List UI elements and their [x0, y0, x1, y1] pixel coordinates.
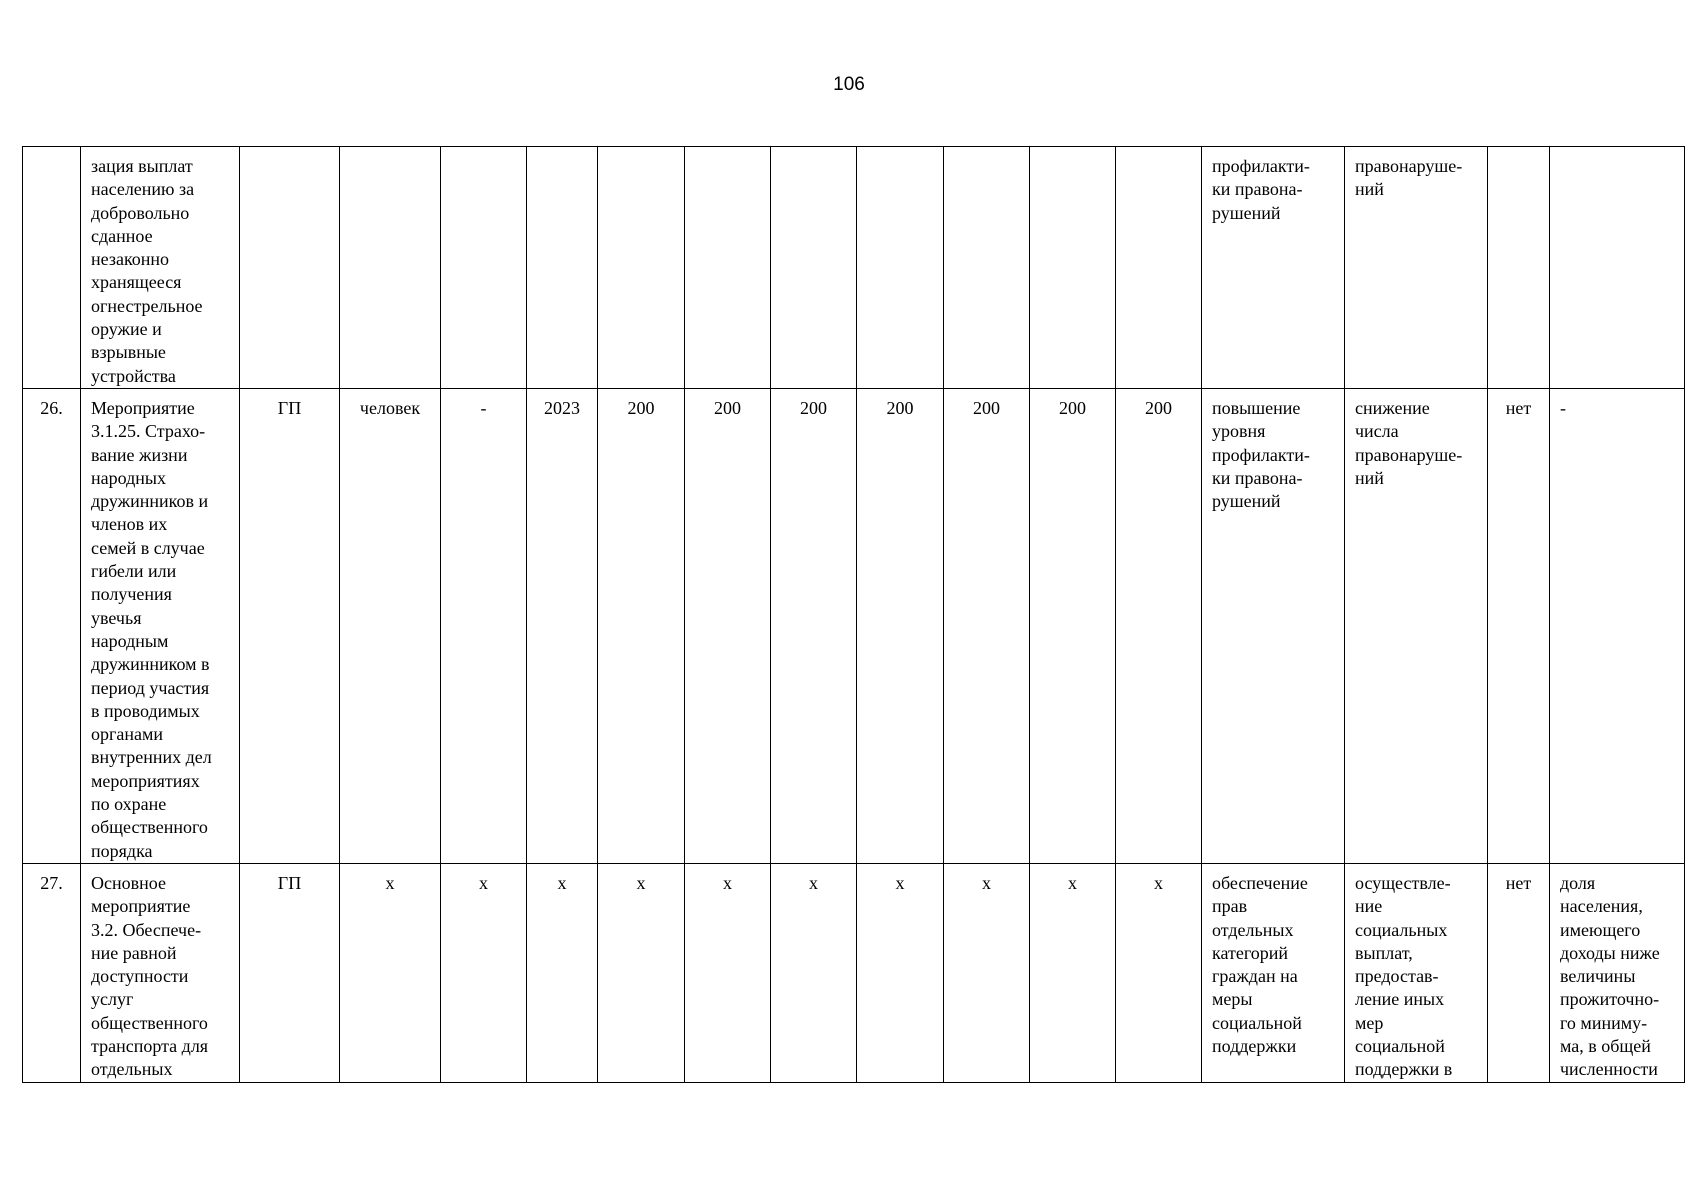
- value-3: х: [771, 863, 857, 1082]
- value-7: [1116, 147, 1202, 389]
- row-number: [23, 147, 81, 389]
- value-2: 200: [685, 388, 771, 863]
- value-5: [944, 147, 1030, 389]
- value-2: [685, 147, 771, 389]
- responsible: ГП: [240, 388, 340, 863]
- activity-name: Основное мероприятие 3.2. Обеспече- ние равной доступности услуг общественного транспорта для отдельных: [81, 863, 240, 1082]
- unit: х: [340, 863, 441, 1082]
- value-3: 200: [771, 388, 857, 863]
- base-year: х: [527, 863, 598, 1082]
- value-6: х: [1030, 863, 1116, 1082]
- table-row: [23, 147, 1685, 389]
- value-4: [857, 147, 944, 389]
- value-7: х: [1116, 863, 1202, 1082]
- indicator: -: [1550, 388, 1685, 863]
- value-3: [771, 147, 857, 389]
- value-5: 200: [944, 388, 1030, 863]
- result: осуществле- ние социальных выплат, предостав- ление иных мер социальной поддержки в: [1345, 863, 1488, 1082]
- flag: нет: [1488, 863, 1550, 1082]
- result: снижение числа правонаруше- ний: [1345, 388, 1488, 863]
- indicator: [1550, 147, 1685, 389]
- value-2: х: [685, 863, 771, 1082]
- row-number: 26.: [23, 388, 81, 863]
- base-value: -: [441, 388, 527, 863]
- value-1: 200: [598, 388, 685, 863]
- indicator: доля населения, имеющего доходы ниже величины прожиточно- го миниму- ма, в общей численности: [1550, 863, 1685, 1082]
- row-number: 27.: [23, 863, 81, 1082]
- value-6: [1030, 147, 1116, 389]
- page-number: 106: [833, 74, 865, 95]
- base-value: [441, 147, 527, 389]
- result: правонаруше- ний: [1345, 147, 1488, 389]
- program-activities-table: [22, 146, 1685, 1083]
- unit: человек: [340, 388, 441, 863]
- value-6: 200: [1030, 388, 1116, 863]
- table-row: [23, 863, 1685, 1082]
- base-year: [527, 147, 598, 389]
- activity-name: зация выплат населению за добровольно сданное незаконно хранящееся огнестрельное оружие и взрывные устройства: [81, 147, 240, 389]
- unit: [340, 147, 441, 389]
- goal: профилакти- ки правона- рушений: [1202, 147, 1345, 389]
- goal: обеспечение прав отдельных категорий граждан на меры социальной поддержки: [1202, 863, 1345, 1082]
- responsible: ГП: [240, 863, 340, 1082]
- responsible: [240, 147, 340, 389]
- base-year: 2023: [527, 388, 598, 863]
- value-5: х: [944, 863, 1030, 1082]
- activity-name: Мероприятие 3.1.25. Страхо- вание жизни народных дружинников и членов их семей в случае гибели или получения увечья народным дружинником в период участия в проводимых органами внутренних дел мероприятиях по охране общественного порядка: [81, 388, 240, 863]
- flag: нет: [1488, 388, 1550, 863]
- table-row: [23, 388, 1685, 863]
- value-7: 200: [1116, 388, 1202, 863]
- value-1: х: [598, 863, 685, 1082]
- value-4: 200: [857, 388, 944, 863]
- value-4: х: [857, 863, 944, 1082]
- value-1: [598, 147, 685, 389]
- flag: [1488, 147, 1550, 389]
- goal: повышение уровня профилакти- ки правона- рушений: [1202, 388, 1345, 863]
- base-value: х: [441, 863, 527, 1082]
